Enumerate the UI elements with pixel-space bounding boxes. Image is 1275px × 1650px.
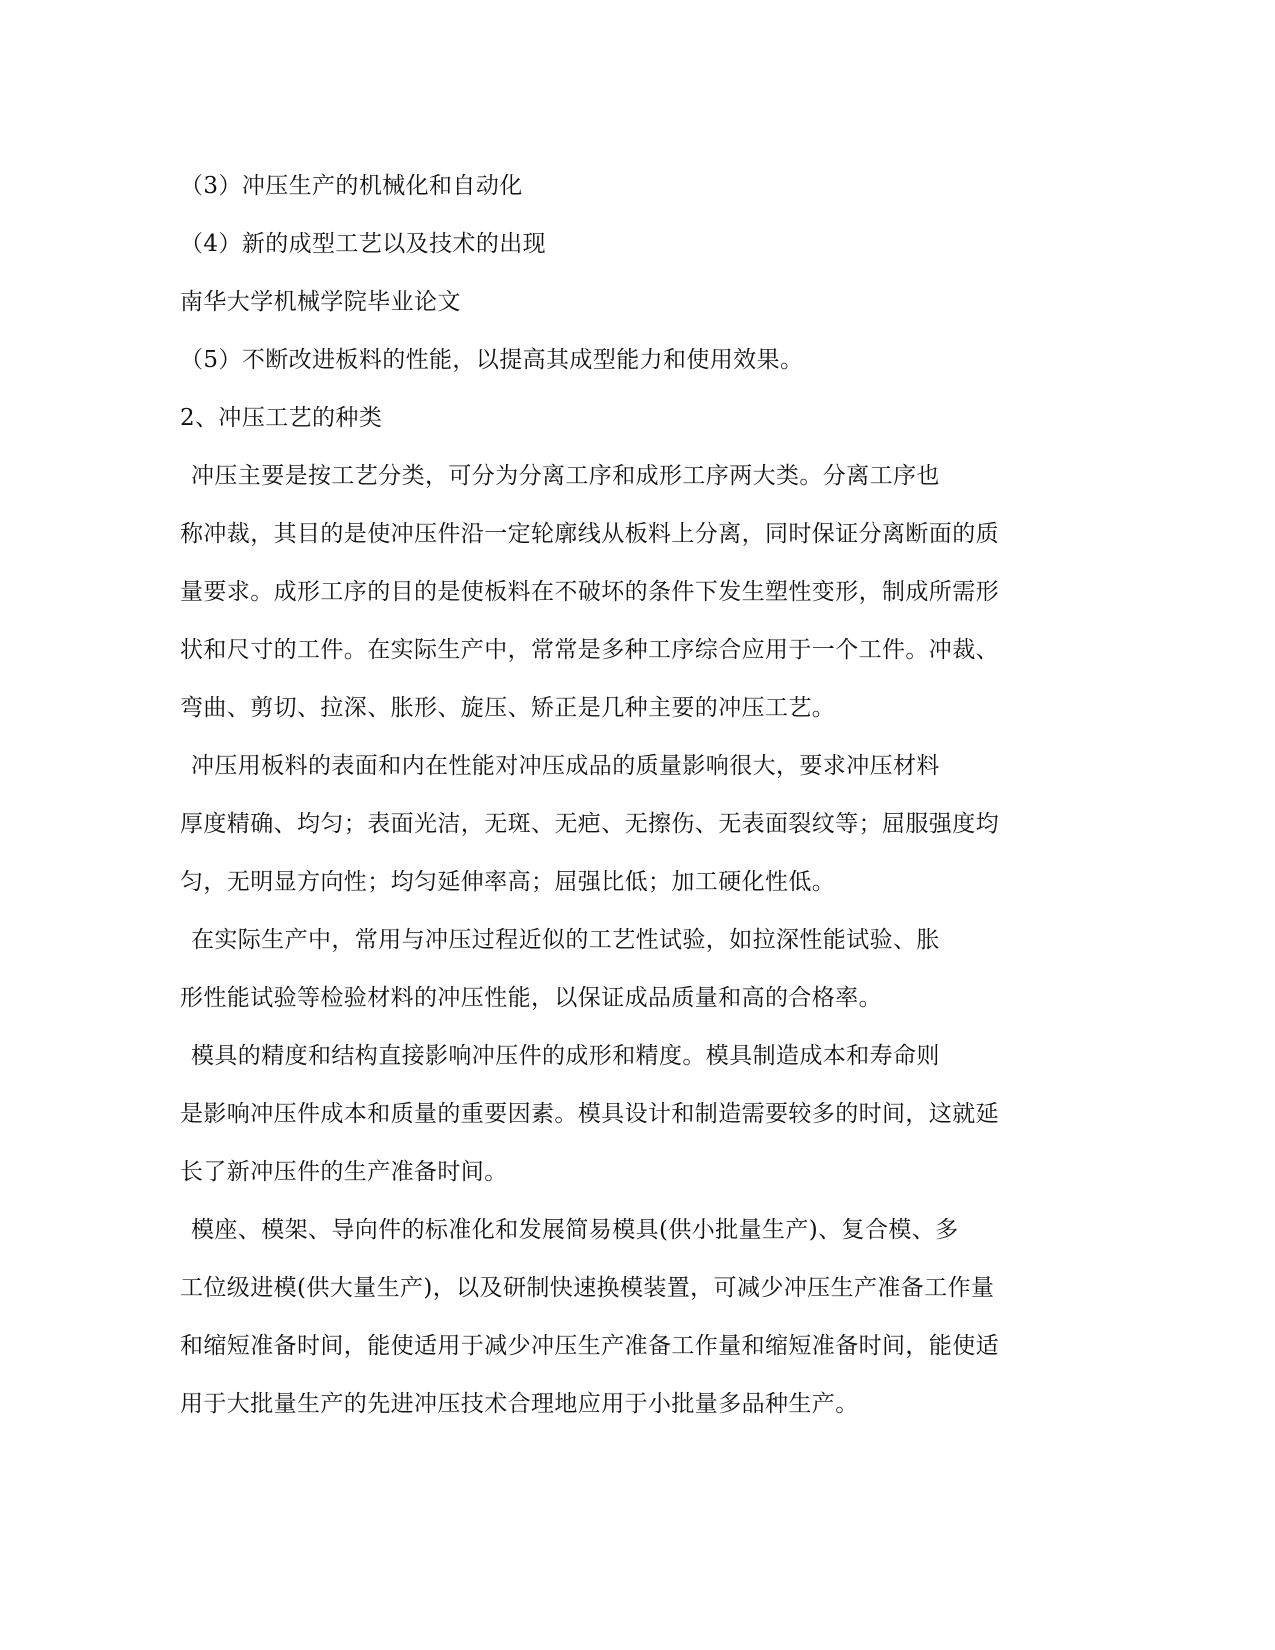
paragraph-line: 厚度精确、均匀；表面光洁，无斑、无疤、无擦伤、无表面裂纹等；屈服强度均: [180, 811, 999, 837]
paragraph-line: 冲压主要是按工艺分类，可分为分离工序和成形工序两大类。分离工序也: [191, 463, 940, 489]
list-item-3: （3）冲压生产的机械化和自动化: [180, 173, 523, 199]
list-item-4: （4）新的成型工艺以及技术的出现: [180, 231, 547, 257]
paragraph-line: 量要求。成形工序的目的是使板料在不破坏的条件下发生塑性变形，制成所需形: [180, 579, 999, 605]
paragraph-line: 是影响冲压件成本和质量的重要因素。模具设计和制造需要较多的时间，这就延: [180, 1101, 999, 1127]
paragraph-line: 模座、模架、导向件的标准化和发展简易模具(供小批量生产)、复合模、多: [191, 1217, 959, 1243]
paragraph-line: 匀，无明显方向性；均匀延伸率高；屈强比低；加工硬化性低。: [180, 869, 836, 895]
paragraph-line: 模具的精度和结构直接影响冲压件的成形和精度。模具制造成本和寿命则: [191, 1043, 940, 1069]
paragraph-line: 长了新冲压件的生产准备时间。: [180, 1159, 508, 1185]
paragraph-line: 工位级进模(供大量生产)，以及研制快速换模装置，可减少冲压生产准备工作量: [180, 1275, 995, 1301]
paragraph-line: 称冲裁，其目的是使冲压件沿一定轮廓线从板料上分离，同时保证分离断面的质: [180, 521, 999, 547]
paragraph-line: 状和尺寸的工件。在实际生产中，常常是多种工序综合应用于一个工件。冲裁、: [180, 637, 999, 663]
section-heading: 2、冲压工艺的种类: [180, 405, 383, 431]
page-header-text: 南华大学机械学院毕业论文: [180, 289, 461, 315]
paragraph-line: 冲压用板料的表面和内在性能对冲压成品的质量影响很大，要求冲压材料: [191, 753, 940, 779]
paragraph-line: 形性能试验等检验材料的冲压性能，以保证成品质量和高的合格率。: [180, 985, 882, 1011]
list-item-5: （5）不断改进板料的性能，以提高其成型能力和使用效果。: [180, 347, 804, 373]
paragraph-line: 和缩短准备时间，能使适用于减少冲压生产准备工作量和缩短准备时间，能使适: [180, 1333, 999, 1359]
paragraph-line: 弯曲、剪切、拉深、胀形、旋压、矫正是几种主要的冲压工艺。: [180, 695, 836, 721]
paragraph-line: 用于大批量生产的先进冲压技术合理地应用于小批量多品种生产。: [180, 1391, 859, 1417]
paragraph-line: 在实际生产中，常用与冲压过程近似的工艺性试验，如拉深性能试验、胀: [191, 927, 940, 953]
